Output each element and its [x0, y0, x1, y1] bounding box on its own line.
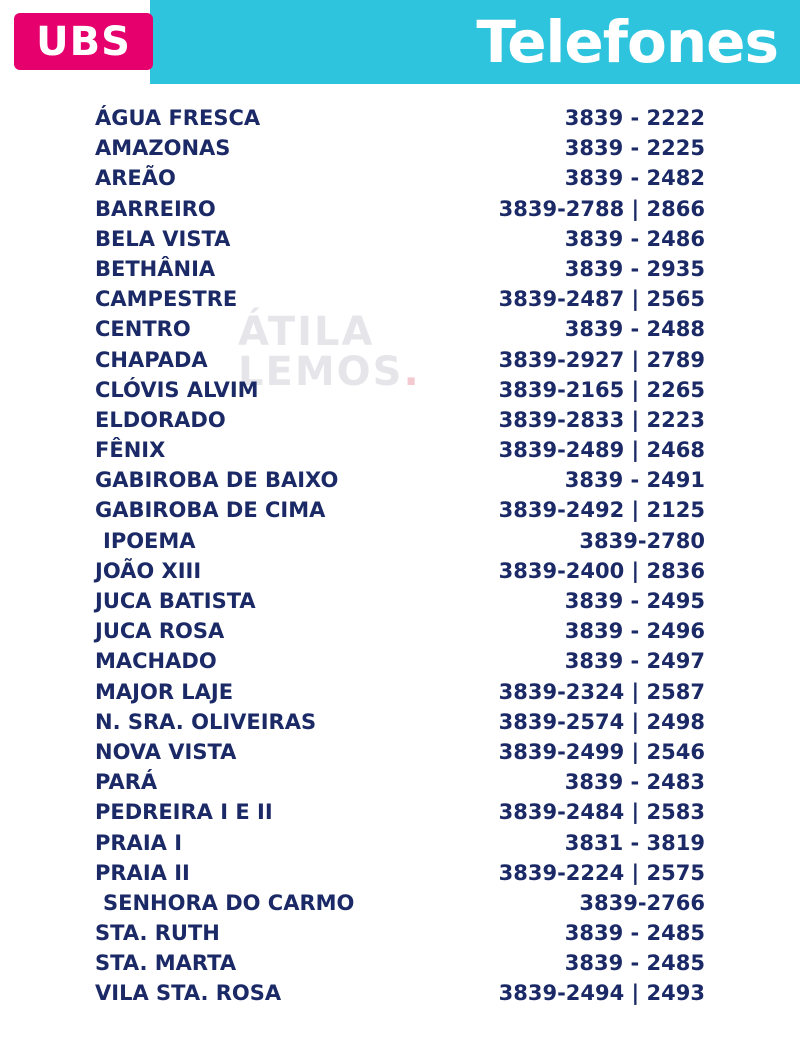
unit-name: CAMPESTRE [95, 287, 238, 312]
unit-phone: 3839-2489 | 2468 [498, 438, 705, 463]
directory-row [95, 951, 705, 981]
directory-row [95, 529, 705, 559]
unit-name: ÁGUA FRESCA [95, 106, 261, 130]
directory-row [95, 287, 705, 317]
unit-name: BETHÂNIA [95, 256, 216, 281]
directory-row [95, 317, 705, 347]
directory-row [95, 166, 705, 196]
directory-row [95, 498, 705, 528]
unit-phone: 3839-2574 | 2498 [498, 709, 705, 734]
directory-row [95, 257, 705, 287]
unit-name: PRAIA II [95, 860, 190, 885]
directory-row [95, 559, 705, 589]
directory-row [95, 378, 705, 408]
unit-name: PEDREIRA I E II [95, 800, 273, 825]
page-title: Telefones [476, 8, 778, 76]
unit-phone: 3839-2833 | 2223 [498, 407, 705, 432]
unit-name: JUCA BATISTA [95, 589, 256, 613]
unit-phone: 3839-2499 | 2546 [498, 739, 705, 764]
unit-phone: 3839 - 2491 [564, 468, 705, 493]
unit-phone: 3839-2788 | 2866 [498, 196, 705, 221]
unit-phone: 3839 - 2482 [564, 166, 705, 191]
directory-row [95, 831, 705, 861]
unit-phone: 3839 - 2222 [564, 106, 705, 130]
unit-name: PRAIA I [95, 830, 183, 855]
unit-name: BARREIRO [95, 196, 216, 221]
phone-directory-list [0, 106, 800, 1012]
unit-phone: 3839-2165 | 2265 [498, 377, 705, 402]
unit-phone: 3839 - 2495 [564, 589, 705, 613]
unit-phone: 3839-2927 | 2789 [498, 347, 705, 372]
directory-row [95, 770, 705, 800]
directory-row [95, 468, 705, 498]
unit-name: ELDORADO [95, 407, 226, 432]
unit-name: CLÓVIS ALVIM [95, 377, 259, 402]
directory-row [95, 861, 705, 891]
directory-row [95, 619, 705, 649]
unit-name: IPOEMA [103, 528, 196, 553]
directory-row [95, 227, 705, 257]
unit-name: GABIROBA DE BAIXO [95, 468, 339, 493]
unit-name: STA. MARTA [95, 951, 237, 976]
directory-row [95, 680, 705, 710]
unit-name: STA. RUTH [95, 921, 220, 946]
ubs-logo-label: UBS [36, 18, 131, 65]
unit-name: CENTRO [95, 317, 191, 342]
directory-row [95, 438, 705, 468]
unit-name: N. SRA. OLIVEIRAS [95, 709, 317, 734]
unit-phone: 3839-2324 | 2587 [498, 679, 705, 704]
ubs-logo-badge [14, 13, 153, 70]
unit-phone: 3839 - 2483 [564, 770, 705, 795]
unit-name: GABIROBA DE CIMA [95, 498, 326, 523]
unit-name: MACHADO [95, 649, 217, 674]
watermark-line-1: ÁTILA [238, 309, 375, 355]
unit-phone: 3831 - 3819 [564, 830, 705, 855]
unit-name: JOÃO XIII [95, 558, 202, 583]
unit-phone: 3839 - 2486 [564, 226, 705, 251]
unit-name: AREÃO [95, 166, 176, 191]
unit-phone: 3839 - 2935 [564, 256, 705, 281]
watermark-dot: . [403, 349, 421, 395]
directory-row [95, 891, 705, 921]
page-header [0, 0, 800, 84]
unit-name: CHAPADA [95, 347, 208, 372]
directory-row [95, 408, 705, 438]
unit-name: AMAZONAS [95, 136, 231, 161]
directory-row [95, 136, 705, 166]
watermark-line-2-text: LEMOS [238, 349, 404, 395]
unit-name: MAJOR LAJE [95, 679, 234, 704]
unit-phone: 3839 - 2485 [564, 921, 705, 946]
unit-name: BELA VISTA [95, 226, 231, 251]
unit-phone: 3839 - 2225 [564, 136, 705, 161]
unit-phone: 3839-2780 [579, 528, 705, 553]
unit-name: JUCA ROSA [95, 619, 225, 644]
unit-name: SENHORA DO CARMO [103, 890, 355, 915]
directory-row [95, 800, 705, 830]
unit-phone: 3839-2492 | 2125 [498, 498, 705, 523]
directory-row [95, 348, 705, 378]
directory-row [95, 710, 705, 740]
unit-phone: 3839-2766 [579, 890, 705, 915]
unit-phone: 3839-2484 | 2583 [498, 800, 705, 825]
unit-phone: 3839-2487 | 2565 [498, 287, 705, 312]
unit-phone: 3839-2400 | 2836 [498, 558, 705, 583]
directory-row [95, 589, 705, 619]
unit-phone: 3839 - 2496 [564, 619, 705, 644]
unit-phone: 3839 - 2497 [564, 649, 705, 674]
unit-name: VILA STA. ROSA [95, 981, 282, 1006]
unit-name: NOVA VISTA [95, 739, 237, 764]
directory-row [95, 981, 705, 1011]
directory-row [95, 740, 705, 770]
unit-phone: 3839-2494 | 2493 [498, 981, 705, 1006]
directory-row [95, 197, 705, 227]
unit-phone: 3839 - 2485 [564, 951, 705, 976]
directory-row [95, 921, 705, 951]
unit-phone: 3839 - 2488 [564, 317, 705, 342]
unit-name: FÊNIX [95, 438, 166, 463]
directory-row [95, 106, 705, 136]
unit-name: PARÁ [95, 770, 158, 795]
directory-row [95, 649, 705, 679]
unit-phone: 3839-2224 | 2575 [498, 860, 705, 885]
